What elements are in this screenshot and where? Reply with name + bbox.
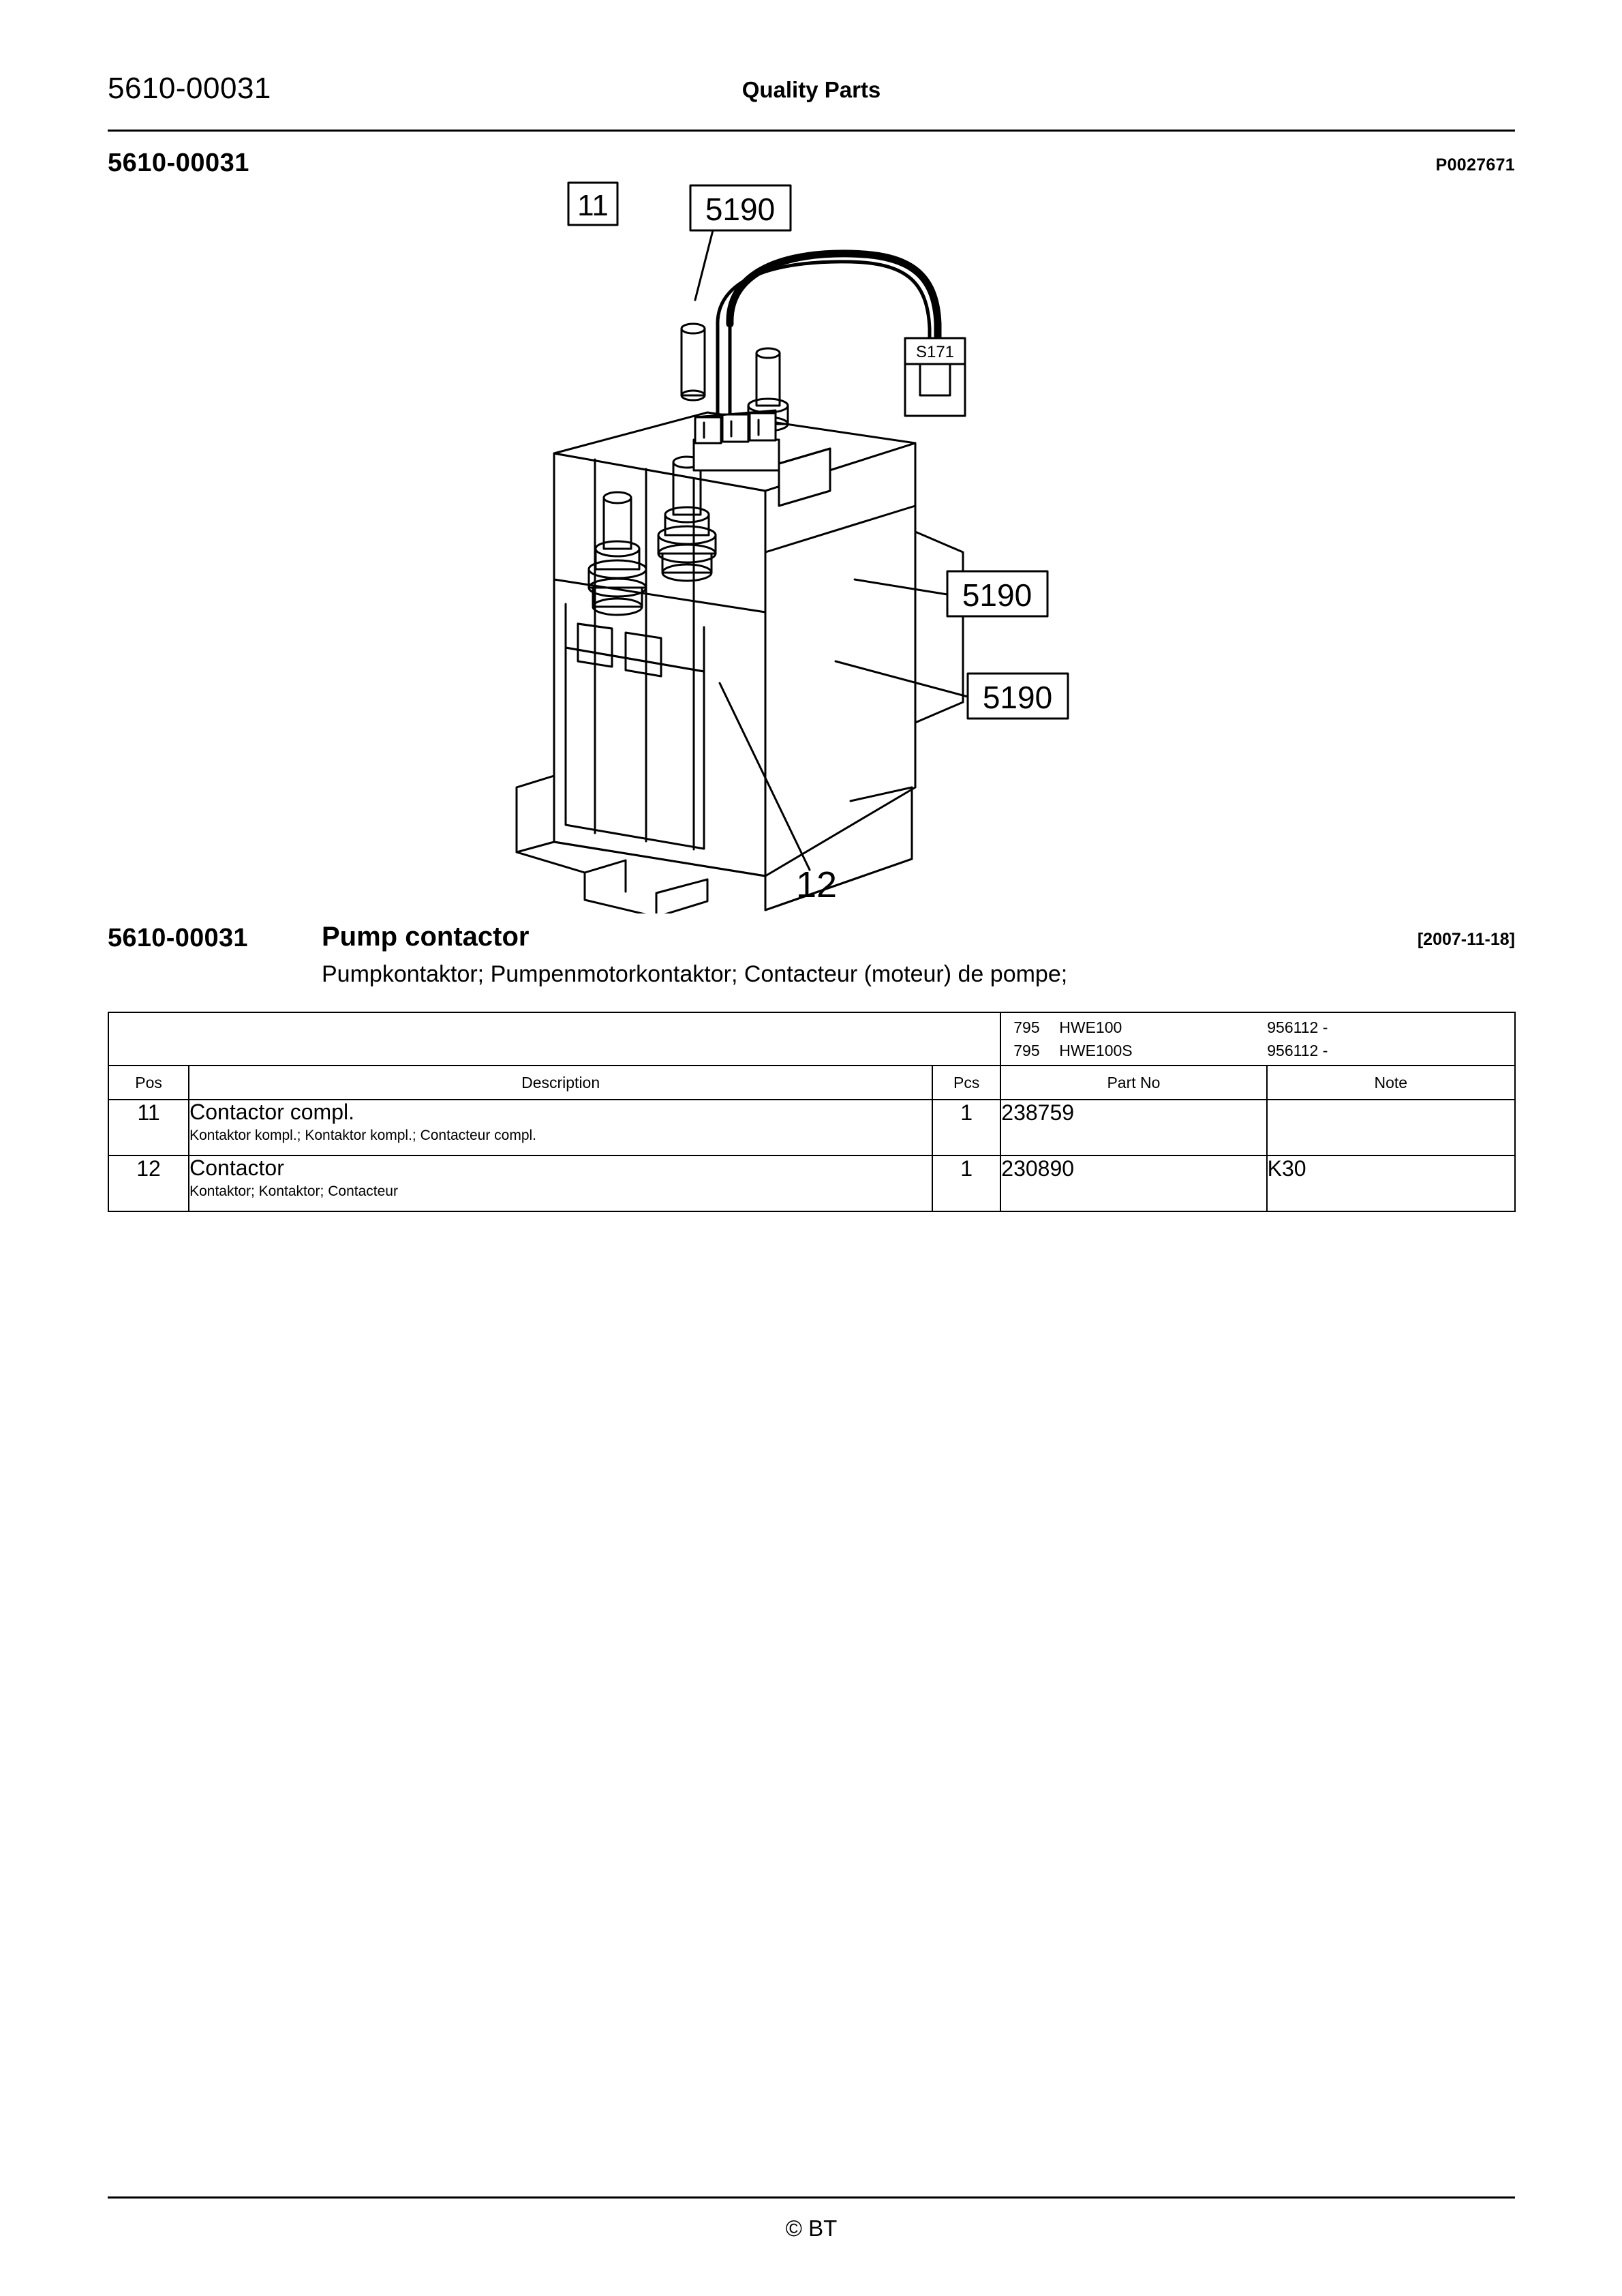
footer-copyright: © BT (785, 2216, 838, 2241)
description-translations: Kontaktor; Kontaktor; Contacteur (189, 1183, 398, 1200)
model-number: 795 (1013, 1042, 1040, 1059)
footer-divider (108, 2196, 1515, 2199)
svg-text:S171: S171 (915, 343, 955, 361)
table-row (108, 1100, 1515, 1155)
model-number: 795 (1013, 1018, 1040, 1036)
title-translations: Pumpkontaktor; Pumpenmotorkontaktor; Contacteur (moteur) de pompe; (322, 961, 1068, 987)
model-header-row (108, 1012, 1515, 1066)
svg-text:5190: 5190 (962, 577, 1032, 613)
model-list-cell (1000, 1012, 1515, 1066)
page-title: Pump contactor (322, 922, 530, 952)
cell-note: K30 (1267, 1155, 1515, 1211)
section-code: 5610-00031 (108, 149, 249, 177)
table-row (108, 1155, 1515, 1211)
cell-part-no: 230890 (1000, 1155, 1266, 1211)
description-main: Contactor compl. (189, 1100, 354, 1124)
model-serial: 956112 - (1267, 1018, 1328, 1036)
description-main: Contactor (189, 1155, 284, 1180)
header-title: Quality Parts (741, 77, 881, 102)
header-code: 5610-00031 (108, 72, 271, 105)
column-header-part-no: Part No (1000, 1066, 1266, 1100)
cell-description (189, 1155, 932, 1211)
svg-text:5190: 5190 (705, 192, 776, 227)
cell-description (189, 1100, 932, 1155)
description-translations: Kontaktor kompl.; Kontaktor kompl.; Contacteur compl. (189, 1128, 537, 1144)
cell-note (1267, 1100, 1515, 1155)
header-divider (108, 130, 1515, 132)
cell-pcs: 1 (932, 1100, 1000, 1155)
model-serial: 956112 - (1267, 1042, 1328, 1059)
model-name: HWE100S (1059, 1042, 1133, 1059)
parts-table-container (108, 1012, 1516, 1212)
model-name: HWE100 (1059, 1018, 1122, 1036)
model-blank-cell (108, 1012, 1000, 1066)
svg-text:5190: 5190 (982, 680, 1053, 715)
drawing-number: P0027671 (1435, 155, 1515, 175)
column-header-pcs: Pcs (932, 1066, 1000, 1100)
column-header-description: Description (189, 1066, 932, 1100)
svg-text:12: 12 (795, 864, 838, 905)
cell-pos: 11 (108, 1100, 189, 1155)
table-header-row (108, 1066, 1515, 1100)
exploded-view-figure (108, 170, 1515, 913)
svg-text:11: 11 (577, 189, 609, 222)
cell-pcs: 1 (932, 1155, 1000, 1211)
revision-date: [2007-11-18] (1417, 930, 1515, 949)
page-header (108, 72, 1515, 110)
column-header-note: Note (1267, 1066, 1515, 1100)
part-code: 5610-00031 (108, 924, 248, 952)
cell-pos: 12 (108, 1155, 189, 1211)
cell-part-no: 238759 (1000, 1100, 1266, 1155)
column-header-pos: Pos (108, 1066, 189, 1100)
parts-table (108, 1012, 1516, 1212)
